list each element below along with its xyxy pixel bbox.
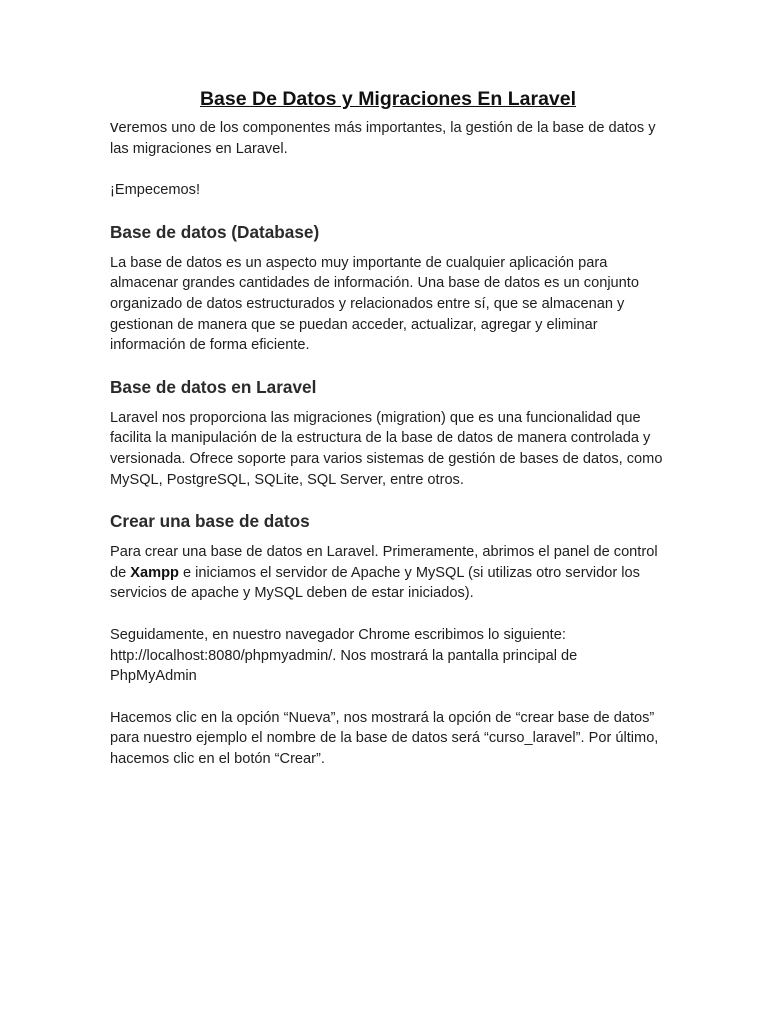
section-paragraph-create-button: Hacemos clic en la opción “Nueva”, nos mostrará la opción de “crear base de datos” para nuestro ejemplo el nombre de la base de datos será “curso_laravel”. Por último, hacemos clic en el botón “Crear”. <box>110 709 659 767</box>
xampp-text-before: Para crear una base de datos en Laravel. Primeramente, abrimos el panel de control de <box>110 544 658 581</box>
xampp-text-after: e iniciamos el servidor de Apache y MySQL (si utilizas otro servidor los servicios de apache y MySQL deben de estar iniciados). <box>110 564 640 602</box>
intro-paragraph <box>110 117 666 159</box>
section-heading-laravel-database: Base de datos en Laravel <box>110 376 317 397</box>
greeting-text: ¡Empecemos! <box>110 182 201 199</box>
section-paragraph-database: La base de datos es un aspecto muy importante de cualquier aplicación para almacenar grandes cantidades de información. Una base de datos es un conjunto organizado de datos estructurados y relacionados entre sí, que se almacenan y gestionan de manera que se puedan acceder, actualizar, agregar y eliminar información de forma eficiente. <box>110 254 639 354</box>
document-page <box>110 86 666 769</box>
xampp-bold: Xampp <box>130 564 179 581</box>
section-heading-create-database: Crear una base de datos <box>110 511 310 532</box>
document-title: Base De Datos y Migraciones En Laravel <box>199 88 577 110</box>
intro-first-letter: v <box>110 117 119 136</box>
section-paragraph-phpmyadmin: Seguidamente, en nuestro navegador Chrome escribimos lo siguiente: http://localhost:8080/phpmyadmin/. Nos mostrará la pantalla principal de PhpMyAdmin <box>110 626 578 685</box>
section-paragraph-create-xampp <box>110 542 666 604</box>
section-heading-database: Base de datos (Database) <box>110 221 320 242</box>
section-paragraph-laravel-database: Laravel nos proporciona las migraciones (migration) que es una funcionalidad que facilita la manipulación de la estructura de la base de datos de manera controlada y versionada. Ofrece soporte para varios sistemas de gestión de bases de datos, como MySQL, PostgreSQL, SQLite, SQL Server, entre otros. <box>110 409 663 488</box>
intro-text: eremos uno de los componentes más importantes, la gestión de la base de datos y las migraciones en Laravel. <box>110 120 656 157</box>
